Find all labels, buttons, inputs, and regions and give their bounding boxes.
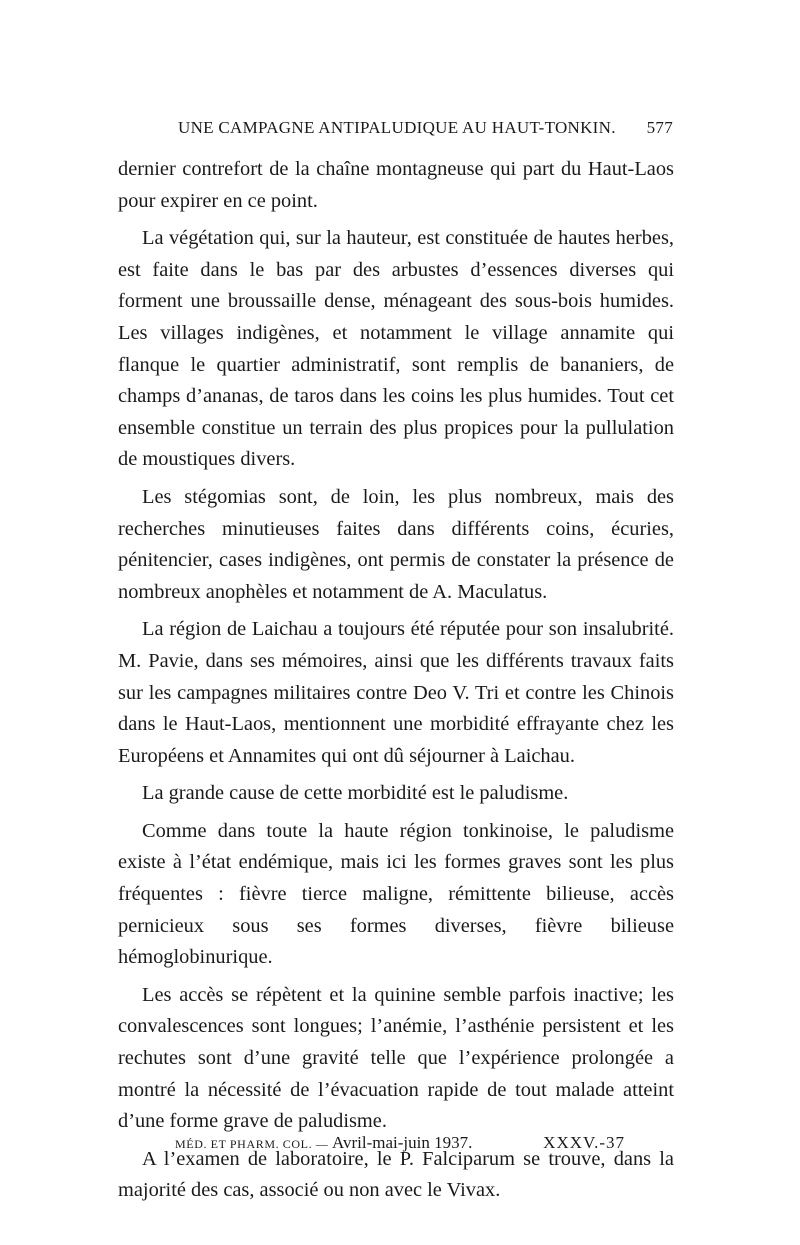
running-title: UNE CAMPAGNE ANTIPALUDIQUE AU HAUT-TONKIN. — [178, 118, 616, 137]
running-header — [178, 118, 673, 138]
footer-citation — [175, 1133, 472, 1153]
paragraph: dernier contrefort de la chaîne montagneuse qui part du Haut-Laos pour expirer en ce point. — [118, 158, 674, 212]
footer-date: Avril-mai-juin 1937. — [332, 1133, 473, 1152]
paragraph: Les stégomias sont, de loin, les plus nombreux, mais des recherches minutieuses faites dans différents coins, écuries, pénitencier, cases indigènes, ont permis de constater la présence de nombreux anophèles et notamment de A. Maculatus. — [118, 485, 674, 603]
body-text — [118, 154, 674, 1213]
footer-journal: MÉD. ET PHARM. COL. — — [175, 1137, 329, 1151]
paragraph: A l’examen de laboratoire, le P. Falciparum se trouve, dans la majorité des cas, associé ou non avec le Vivax. — [118, 1147, 674, 1202]
paragraph: Les accès se répètent et la quinine semble parfois inactive; les convalescences sont longues; l’anémie, l’asthénie persistent et les rechutes sont d’une gravité telle que l’expérience prolongée a montré la nécessité de l’évacuation rapide de tout malade atteint d’une forme grave de paludisme. — [118, 983, 674, 1133]
page-number: 577 — [646, 118, 673, 137]
footer-signature: XXXV.-37 — [543, 1133, 625, 1152]
paragraph: Comme dans toute la haute région tonkinoise, le paludisme existe à l’état endémique, mais ici les formes graves sont les plus fréquentes : fièvre tierce maligne, rémittente bilieuse, accès pernicieux sous ses formes diverses, fièvre bilieuse hémoglobinurique. — [118, 819, 674, 969]
paragraph: La région de Laichau a toujours été réputée pour son insalubrité. M. Pavie, dans ses mémoires, ainsi que les différents travaux faits sur les campagnes militaires contre Deo V. Tri et contre les Chinois dans le Haut-Laos, mentionnent une morbidité effrayante chez les Européens et Annamites qui ont dû séjourner à Laichau. — [118, 618, 674, 767]
paragraph: La grande cause de cette morbidité est le paludisme. — [142, 782, 569, 805]
page-footer — [175, 1133, 625, 1153]
paragraph: La végétation qui, sur la hauteur, est constituée de hautes herbes, est faite dans le bas par des arbustes d’essences diverses qui forment une broussaille dense, ménageant des sous-bois humides. Les villages indigènes, et notamment le village annamite qui flanque le quartier administratif, sont remplis de bananiers, de champs d’ananas, de taros dans les coins les plus humides. Tout cet ensemble constitue un terrain des plus propices pour la pullulation de moustiques divers. — [118, 227, 674, 471]
